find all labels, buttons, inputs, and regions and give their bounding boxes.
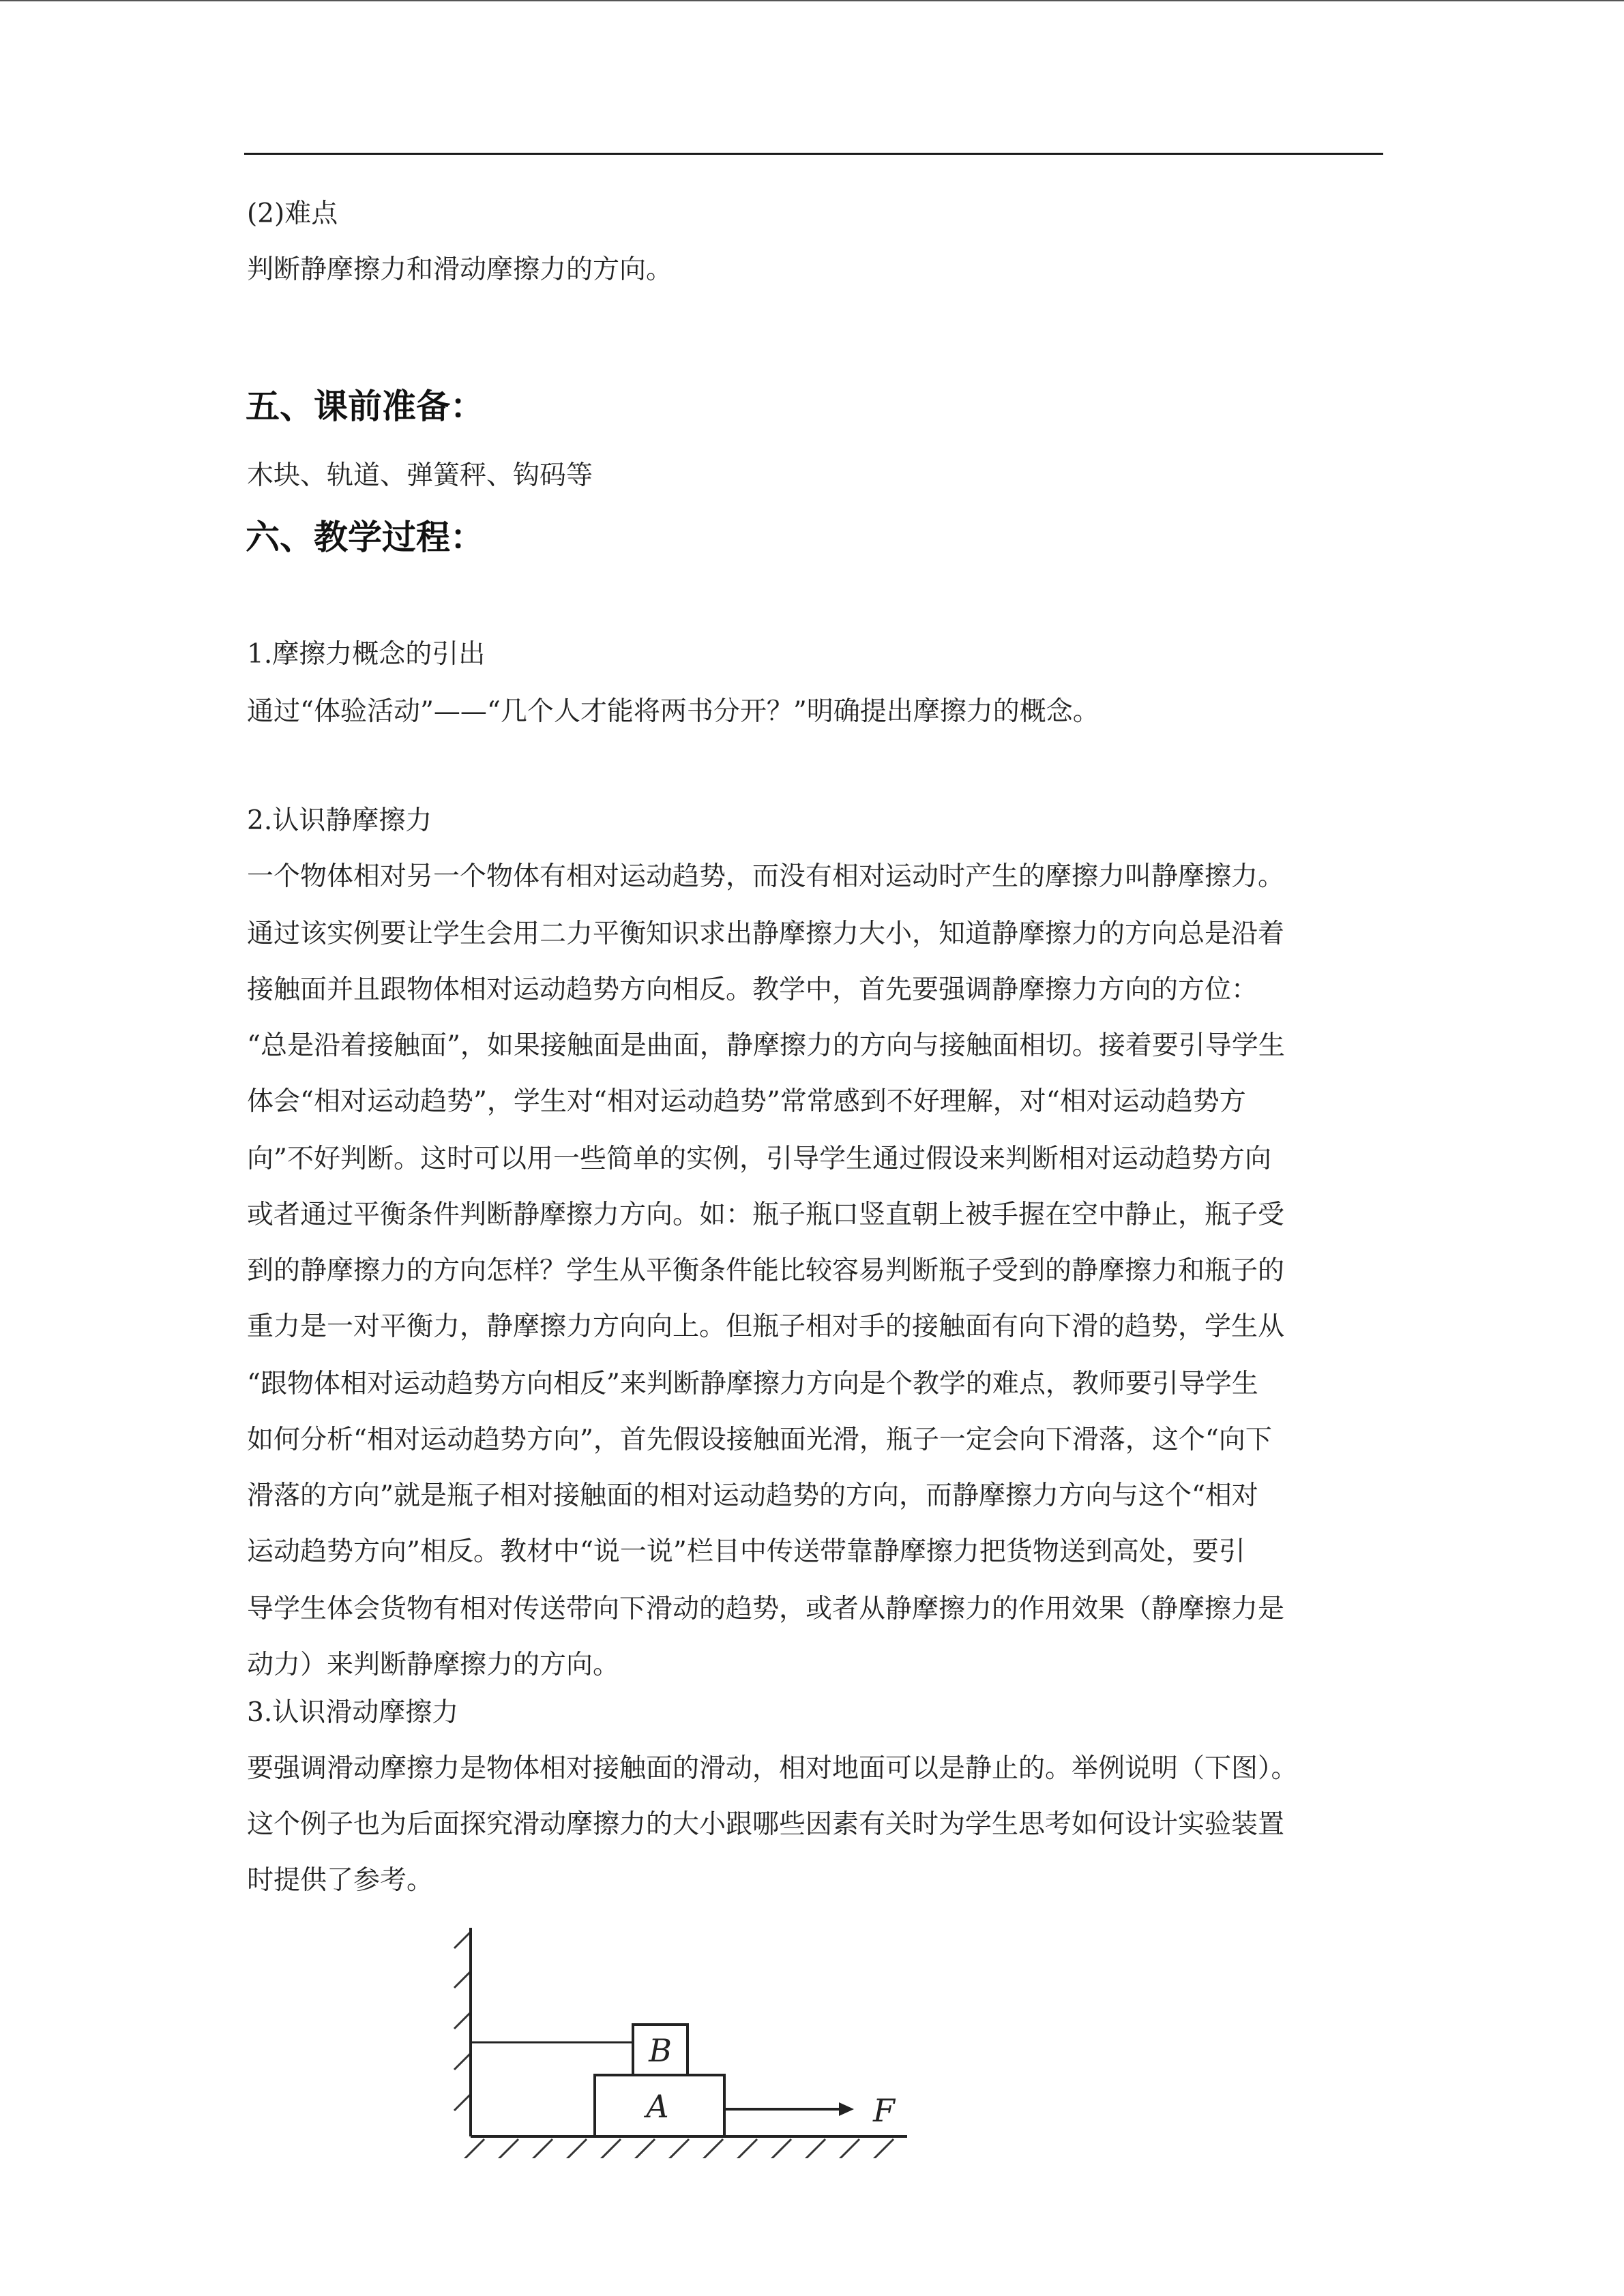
difficulty-text: 判断静摩擦力和滑动摩擦力的方向。 — [247, 254, 673, 285]
part2-line: 运动趋势方向”相反。教材中“说一说”栏目中传送带靠静摩擦力把货物送到高处，要引 — [247, 1536, 1245, 1567]
part3-line: 这个例子也为后面探究滑动摩擦力的大小跟哪些因素有关时为学生思考如何设计实验装置 — [247, 1809, 1285, 1840]
part3-heading: 3.认识滑动摩擦力 — [247, 1697, 459, 1728]
section6-title: 六、教学过程： — [246, 518, 484, 557]
force-label: F — [873, 2092, 895, 2129]
part2-line: 体会“相对运动趋势”，学生对“相对运动趋势”常常感到不好理解，对“相对运动趋势方 — [247, 1086, 1246, 1117]
part2-line: “跟物体相对运动趋势方向相反”来判断静摩擦力方向是个教学的难点，教师要引导学生 — [247, 1369, 1258, 1399]
part2-line: 导学生体会货物有相对传送带向下滑动的趋势，或者从静摩擦力的作用效果（静摩擦力是 — [247, 1594, 1285, 1624]
part2-line: 到的静摩擦力的方向怎样？学生从平衡条件能比较容易判断瓶子受到的静摩擦力和瓶子的 — [247, 1255, 1285, 1286]
force-arrow-head — [839, 2102, 854, 2116]
part2-line: 重力是一对平衡力，静摩擦力方向向上。但瓶子相对手的接触面有向下滑的趋势，学生从 — [247, 1311, 1285, 1342]
wall-hatch — [454, 1932, 471, 2111]
part2-line: 一个物体相对另一个物体有相对运动趋势，而没有相对运动时产生的摩擦力叫静摩擦力。 — [247, 861, 1285, 892]
part3-line: 时提供了参考。 — [247, 1865, 434, 1896]
part2-heading: 2.认识静摩擦力 — [247, 805, 432, 836]
difficulty-heading: (2)难点 — [247, 198, 338, 229]
page-top-border — [0, 0, 1624, 1]
part2-line: 滑落的方向”就是瓶子相对接触面的相对运动趋势的方向，而静摩擦力方向与这个“相对 — [247, 1480, 1258, 1511]
part1-text: 通过“体验活动”——“几个人才能将两书分开？”明确提出摩擦力的概念。 — [247, 696, 1099, 727]
part3-line: 要强调滑动摩擦力是物体相对接触面的滑动，相对地面可以是静止的。举例说明（下图）。 — [247, 1753, 1298, 1784]
part1-heading: 1.摩擦力概念的引出 — [247, 639, 486, 670]
part2-line: 或者通过平衡条件判断静摩擦力方向。如：瓶子瓶口竖直朝上被手握在空中静止，瓶子受 — [247, 1199, 1285, 1230]
part2-line: 动力）来判断静摩擦力的方向。 — [247, 1650, 620, 1680]
part2-line: 如何分析“相对运动趋势方向”，首先假设接触面光滑，瓶子一定会向下滑落，这个“向下 — [247, 1425, 1272, 1455]
block-a-label: A — [646, 2088, 669, 2125]
part2-line: 向”不好判断。这时可以用一些简单的实例，引导学生通过假设来判断相对运动趋势方向 — [247, 1144, 1271, 1174]
friction-diagram — [437, 1920, 914, 2158]
ground-hatch — [464, 2139, 894, 2158]
section5-text: 木块、轨道、弹簧秤、钩码等 — [247, 460, 593, 491]
header-rule — [244, 153, 1383, 155]
block-b-label: B — [649, 2032, 672, 2069]
section5-title: 五、课前准备： — [246, 387, 484, 426]
friction-diagram-svg — [437, 1920, 914, 2158]
part2-line: 通过该实例要让学生会用二力平衡知识求出静摩擦力大小，知道静摩擦力的方向总是沿着 — [247, 919, 1285, 949]
part2-line: 接触面并且跟物体相对运动趋势方向相反。教学中，首先要强调静摩擦力方向的方位： — [247, 974, 1258, 1005]
part2-line: “总是沿着接触面”，如果接触面是曲面，静摩擦力的方向与接触面相切。接着要引导学生 — [247, 1030, 1285, 1061]
